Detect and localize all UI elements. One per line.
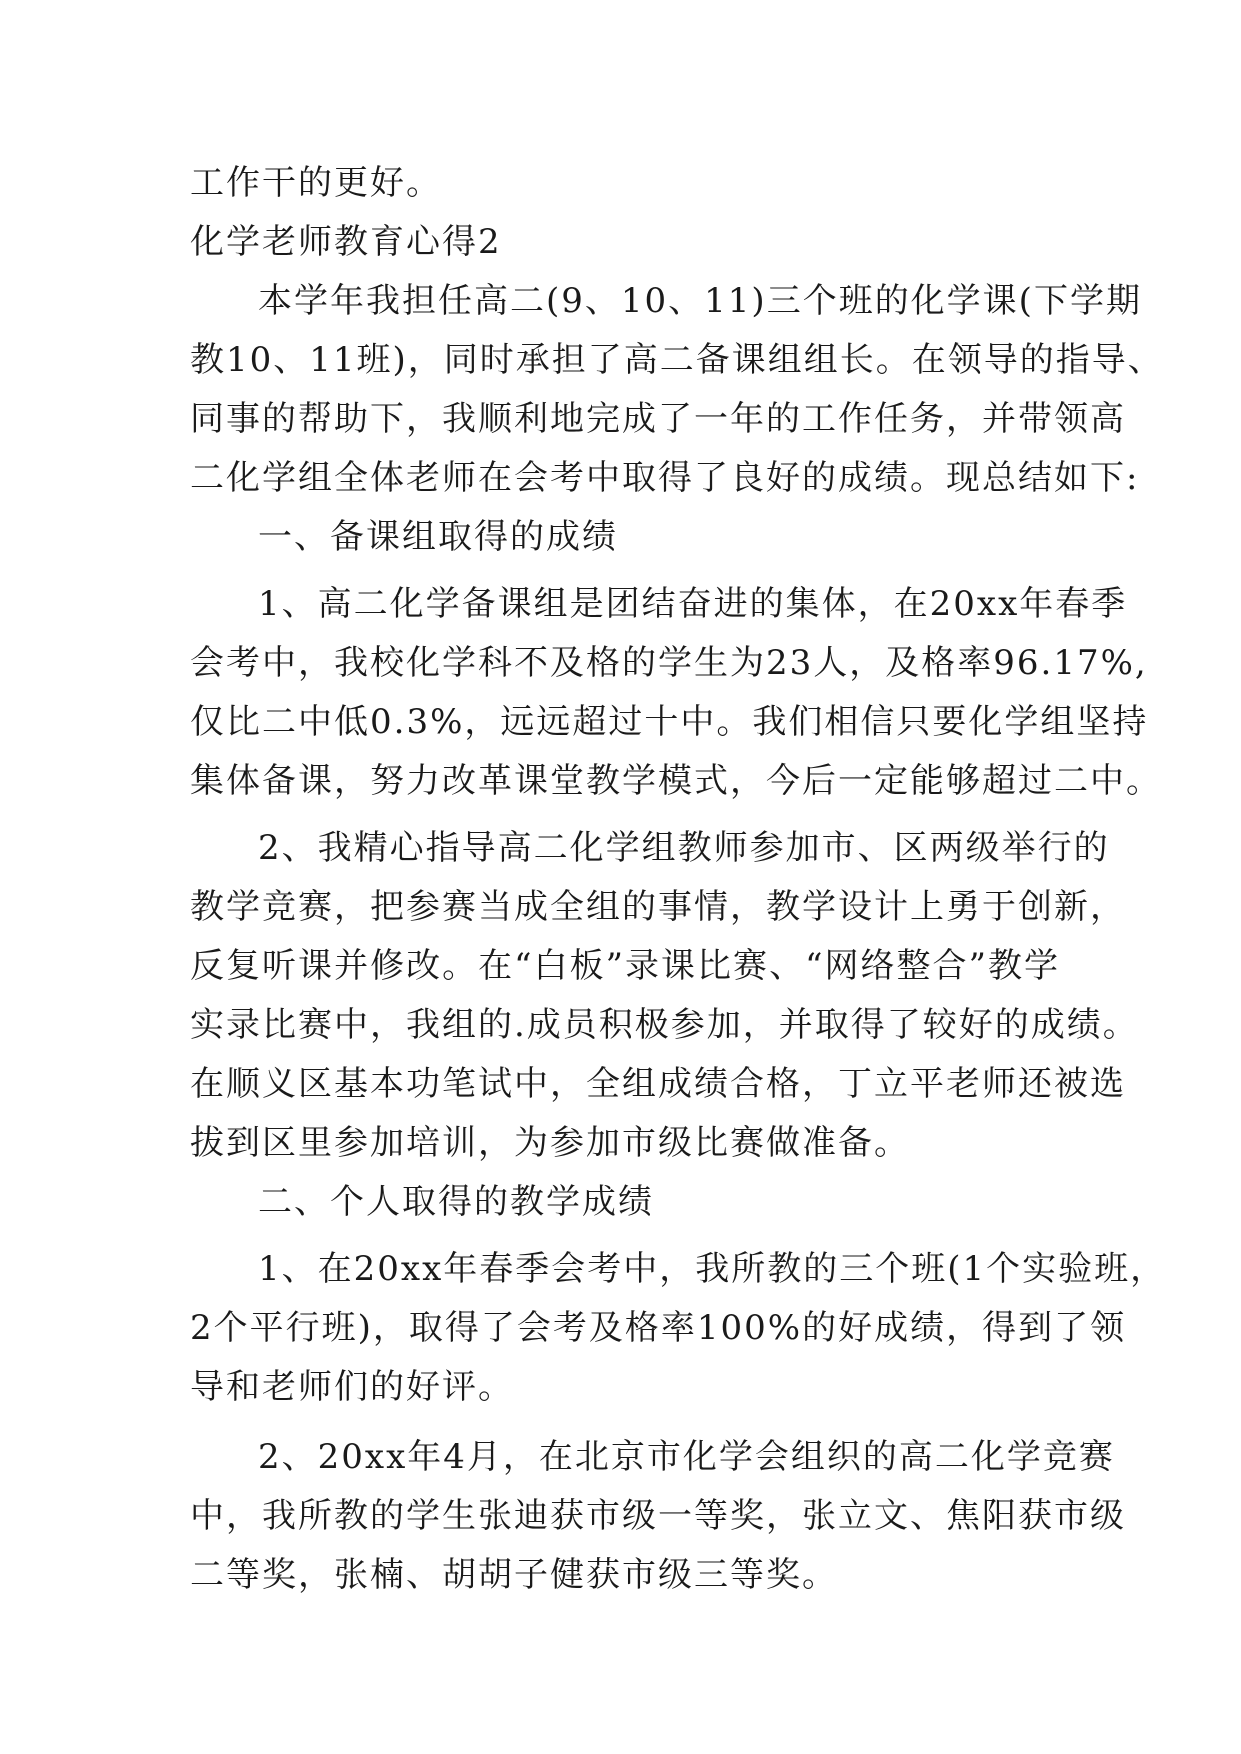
document-page [190, 154, 1167, 1605]
paragraph-line: 1、在20xx年春季会考中，我所教的三个班(1个实验班， [258, 1249, 1167, 1289]
paragraph-line: 工作干的更好。 [190, 163, 442, 203]
paragraph-line: 中，我所教的学生张迪获市级一等奖，张立文、焦阳获市级 [190, 1496, 1126, 1536]
paragraph-line: 集体备课，努力改革课堂教学模式，今后一定能够超过二中。 [190, 761, 1162, 801]
paragraph-line: 实录比赛中，我组的.成员积极参加，并取得了较好的成绩。 [190, 1005, 1139, 1045]
paragraph-line: 二化学组全体老师在会考中取得了良好的成绩。现总结如下: [190, 458, 1140, 498]
paragraph-line: 2、20xx年4月，在北京市化学会组织的高二化学竞赛 [258, 1437, 1115, 1477]
paragraph-line: 2个平行班)，取得了会考及格率100%的好成绩，得到了领 [190, 1308, 1127, 1348]
paragraph-line: 1、高二化学备课组是团结奋进的集体，在20xx年春季 [258, 584, 1128, 624]
paragraph-line: 拔到区里参加培训，为参加市级比赛做准备。 [190, 1123, 910, 1163]
paragraph-line: 在顺义区基本功笔试中，全组成绩合格，丁立平老师还被选 [190, 1064, 1126, 1104]
paragraph-line: 本学年我担任高二(9、10、11)三个班的化学课(下学期 [258, 281, 1142, 321]
subheading: 一、备课组取得的成绩 [258, 517, 618, 557]
section-title: 化学老师教育心得2 [190, 222, 502, 262]
paragraph-line: 同事的帮助下，我顺利地完成了一年的工作任务，并带领高 [190, 399, 1126, 439]
paragraph-line: 教10、11班)，同时承担了高二备课组组长。在领导的指导、 [190, 340, 1164, 380]
paragraph-line: 会考中，我校化学科不及格的学生为23人，及格率96.17%, [190, 643, 1148, 683]
paragraph-line: 教学竞赛，把参赛当成全组的事情，教学设计上勇于创新， [190, 887, 1126, 927]
paragraph-line: 反复听课并修改。在“白板”录课比赛、“网络整合”教学 [190, 946, 1060, 986]
paragraph-line: 2、我精心指导高二化学组教师参加市、区两级举行的 [258, 828, 1110, 868]
subheading: 二、个人取得的教学成绩 [258, 1182, 654, 1222]
paragraph-line: 仅比二中低0.3%，远远超过十中。我们相信只要化学组坚持 [190, 702, 1149, 742]
paragraph-line: 导和老师们的好评。 [190, 1367, 514, 1407]
paragraph-line: 二等奖，张楠、胡胡子健获市级三等奖。 [190, 1555, 838, 1595]
